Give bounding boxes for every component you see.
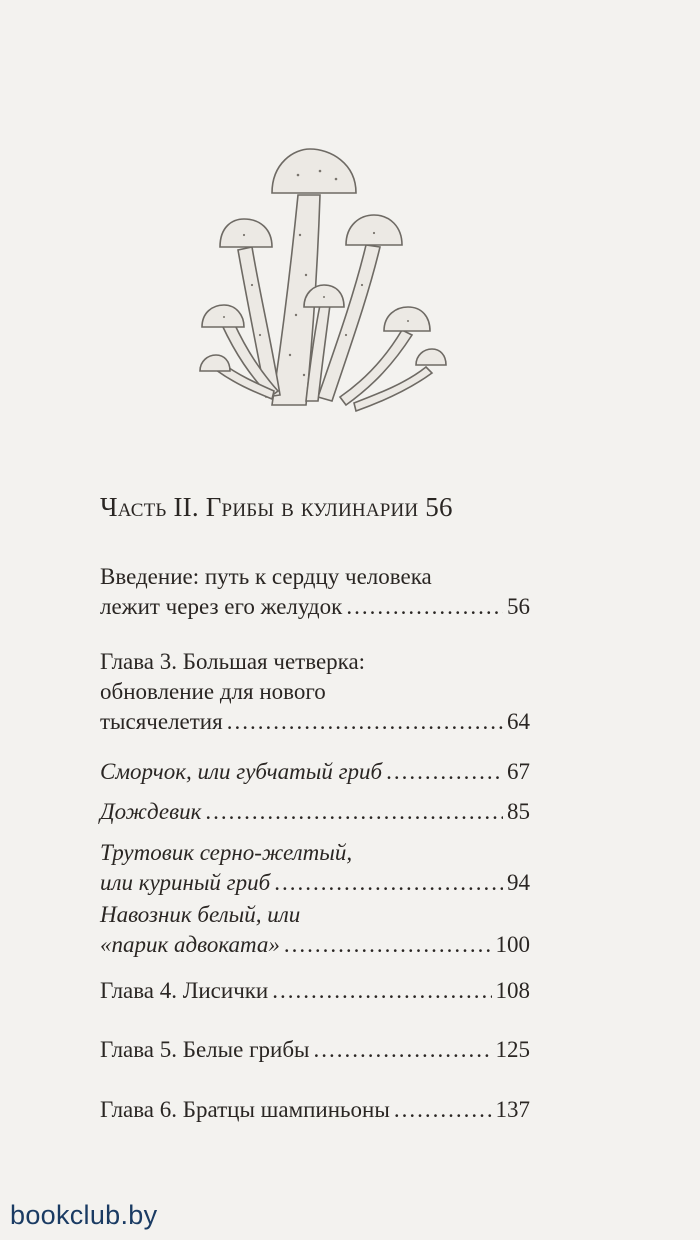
toc-leader-dots bbox=[227, 707, 503, 737]
toc-leader-dots bbox=[313, 1035, 491, 1065]
toc-entry bbox=[100, 1035, 530, 1065]
toc-entry-last-line bbox=[100, 930, 530, 960]
toc-entry-line: обновление для нового bbox=[100, 679, 326, 704]
toc-entry-title: Глава 5. Белые грибы bbox=[100, 1037, 310, 1062]
toc-leader-dots bbox=[205, 797, 503, 827]
toc-entry-title: Сморчок, или губчатый гриб bbox=[100, 759, 383, 784]
toc-page-number: 56 bbox=[507, 594, 530, 619]
toc-entry bbox=[100, 797, 530, 827]
toc-entry bbox=[100, 757, 530, 787]
toc-entry-last-line bbox=[100, 868, 530, 898]
toc-entry-title: или куриный гриб bbox=[100, 870, 271, 895]
toc-page-number: 67 bbox=[507, 759, 530, 784]
toc-entry-title: тысячелетия bbox=[100, 709, 223, 734]
toc-leader-dots bbox=[394, 1095, 492, 1125]
toc-entry bbox=[100, 1095, 530, 1125]
toc-entry bbox=[100, 976, 530, 1006]
toc-entry bbox=[100, 647, 530, 737]
toc-entry-line: Навозник белый, или bbox=[100, 902, 301, 927]
toc-entry-title: «парик адвоката» bbox=[100, 932, 280, 957]
mushroom-cluster-icon bbox=[180, 135, 450, 435]
toc-entry-line: Введение: путь к сердцу человека bbox=[100, 564, 432, 589]
toc-entry-line: Трутовик серно-желтый, bbox=[100, 840, 353, 865]
toc-entry bbox=[100, 838, 530, 898]
toc-leader-dots bbox=[346, 592, 503, 622]
toc-entry-last-line bbox=[100, 592, 530, 622]
toc-entry-last-line bbox=[100, 1035, 530, 1065]
toc-entry-last-line bbox=[100, 757, 530, 787]
toc-entry-title: Глава 4. Лисички bbox=[100, 978, 269, 1003]
toc-page-number: 64 bbox=[507, 709, 530, 734]
toc-entry-last-line bbox=[100, 1095, 530, 1125]
toc-leader-dots bbox=[386, 757, 503, 787]
toc-entry-title: Дождевик bbox=[100, 799, 202, 824]
toc-page-number: 125 bbox=[495, 1037, 530, 1062]
toc-entry bbox=[100, 900, 530, 960]
watermark: bookclub.by bbox=[10, 1200, 158, 1230]
section-heading: Часть II. Грибы в кулинарии 56 bbox=[100, 492, 453, 522]
toc-leader-dots bbox=[274, 868, 503, 898]
toc-leader-dots bbox=[284, 930, 492, 960]
toc-page-number: 94 bbox=[507, 870, 530, 895]
toc-entry-last-line bbox=[100, 976, 530, 1006]
toc-page-number: 137 bbox=[495, 1097, 530, 1122]
toc-entry-last-line bbox=[100, 797, 530, 827]
toc-leader-dots bbox=[272, 976, 491, 1006]
toc-page-number: 100 bbox=[495, 932, 530, 957]
toc-entry-title: лежит через его желудок bbox=[100, 594, 343, 619]
toc-entry-title: Глава 6. Братцы шампиньоны bbox=[100, 1097, 390, 1122]
toc-entry-line: Глава 3. Большая четверка: bbox=[100, 649, 366, 674]
toc-page-number: 108 bbox=[495, 978, 530, 1003]
toc-page-number: 85 bbox=[507, 799, 530, 824]
toc-entry bbox=[100, 562, 530, 622]
toc-entry-last-line bbox=[100, 707, 530, 737]
